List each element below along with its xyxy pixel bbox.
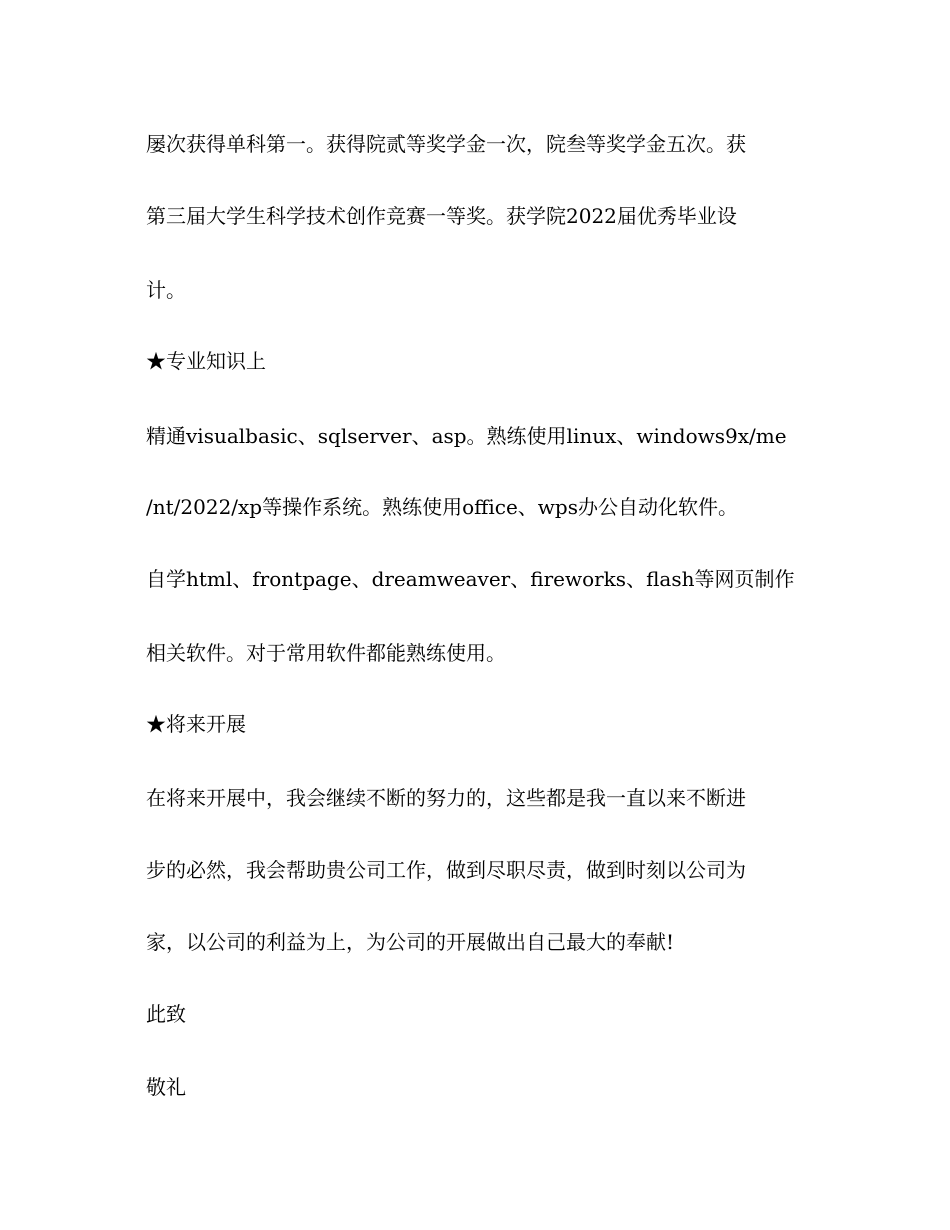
paragraph-skills-line-4: 相关软件。对于常用软件都能熟练使用。 — [146, 641, 506, 665]
paragraph-skills-line-1: 精通visualbasic、sqlserver、asp。熟练使用linux、windows9x/me — [146, 424, 787, 448]
paragraph-awards-line-2: 第三届大学生科学技术创作竞赛一等奖。获学院2022届优秀毕业设 — [146, 204, 737, 228]
paragraph-skills-line-2: /nt/2022/xp等操作系统。熟练使用office、wps办公自动化软件。 — [146, 495, 738, 519]
paragraph-awards-line-3: 计。 — [146, 278, 186, 302]
section-heading-future-development: ★将来开展 — [146, 712, 246, 736]
closing-salutation: 此致 — [146, 1002, 186, 1026]
paragraph-awards-line-1: 屡次获得单科第一。获得院贰等奖学金一次，院叁等奖学金五次。获 — [146, 132, 746, 156]
paragraph-future-line-1: 在将来开展中，我会继续不断的努力的，这些都是我一直以来不断进 — [146, 786, 746, 810]
paragraph-future-line-2: 步的必然，我会帮助贵公司工作，做到尽职尽责，做到时刻以公司为 — [146, 858, 746, 882]
paragraph-future-line-3: 家，以公司的利益为上，为公司的开展做出自己最大的奉献! — [146, 930, 675, 954]
paragraph-skills-line-3: 自学html、frontpage、dreamweaver、fireworks、flash等网页制作 — [146, 567, 795, 591]
closing-regards: 敬礼 — [146, 1075, 186, 1099]
section-heading-professional-knowledge: ★专业知识上 — [146, 349, 266, 373]
